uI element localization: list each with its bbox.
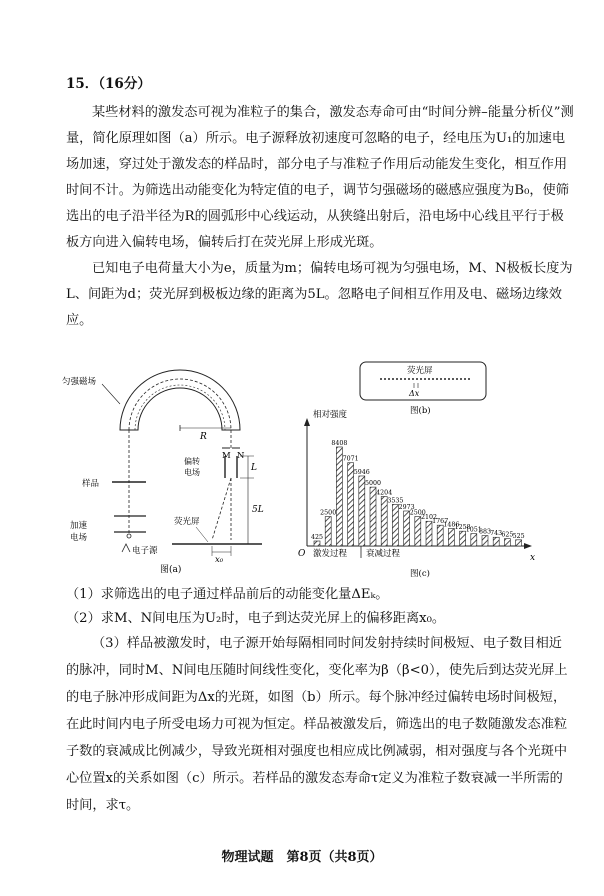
bar-value-label: 8408 bbox=[331, 439, 348, 447]
x0-label: x₀ bbox=[215, 555, 224, 565]
question-paragraph-2: 已知电子电荷量大小为e，质量为m；偏转电场可视为匀强电场，M、N极板长度为L、间距为d；荧光屏到极板边缘的距离为5L。忽略电子间相互作用及电、磁场边缘效应。 bbox=[66, 261, 573, 328]
screen-label-a: 荧光屏 bbox=[174, 517, 200, 527]
figure-b-caption: 图(b) bbox=[410, 406, 431, 416]
plate-m-label: M bbox=[222, 451, 231, 461]
bar-value-label: 5946 bbox=[353, 468, 370, 476]
y-axis-label: 相对强度 bbox=[313, 410, 348, 420]
bar-value-label: 2973 bbox=[398, 503, 415, 511]
bar-value-label: 2500 bbox=[320, 509, 337, 517]
bar-value-label: 625 bbox=[501, 531, 514, 539]
chart-bar bbox=[348, 463, 354, 546]
bar-value-label: 1051 bbox=[465, 526, 482, 534]
plate-length-label: L bbox=[251, 463, 257, 473]
chart-bar bbox=[493, 537, 499, 546]
plate-n-label: N bbox=[237, 451, 245, 461]
chart-bar bbox=[448, 528, 454, 546]
bar-value-label: 883 bbox=[478, 528, 492, 536]
electron-source-label: 电子源 bbox=[132, 546, 158, 556]
figures-svg bbox=[62, 360, 542, 582]
chart-bar bbox=[426, 521, 432, 546]
page-footer: 物理试题 第8页（共8页） bbox=[221, 850, 383, 865]
electron-source bbox=[127, 534, 131, 538]
figure-b bbox=[360, 362, 486, 416]
bar-value-label: 2500 bbox=[409, 509, 426, 517]
sub-question-2: （2）求M、N间电压为U₂时，电子到达荧光屏上的偏移距离x₀。 bbox=[66, 611, 446, 626]
bar-value-label: 743 bbox=[490, 530, 503, 538]
chart-bar bbox=[460, 531, 466, 546]
question-number: 15．（16分） bbox=[66, 76, 151, 92]
bar-value-label: 2102 bbox=[420, 514, 438, 522]
radius-label: R bbox=[200, 432, 207, 442]
chart-bar bbox=[392, 504, 398, 546]
bar-value-label: 3535 bbox=[387, 497, 404, 505]
bar-value-label: 425 bbox=[310, 533, 324, 541]
chart-bar bbox=[516, 540, 522, 546]
figure-a bbox=[62, 370, 264, 575]
bar-value-label: 4204 bbox=[376, 489, 393, 497]
deflection-field-label: 偏转 bbox=[184, 457, 200, 466]
svg-text:电场: 电场 bbox=[70, 533, 88, 543]
sub-question-1: （1）求筛选出的电子通过样品前后的动能变化量ΔEₖ。 bbox=[66, 587, 389, 602]
figure-a-caption: 图(a) bbox=[160, 565, 182, 575]
chart-bar bbox=[404, 511, 410, 546]
region-label-decay: 衰减过程 bbox=[366, 549, 401, 559]
x-axis-label: x bbox=[530, 553, 536, 563]
magnetic-field-label: 匀强磁场 bbox=[62, 377, 97, 387]
bar-value-label: 1258 bbox=[454, 524, 471, 532]
region-label-excitation: 激发过程 bbox=[313, 549, 348, 559]
chart-bar bbox=[381, 496, 387, 546]
bar-value-label: 5000 bbox=[364, 480, 382, 488]
magnet-region bbox=[120, 370, 240, 430]
chart-bar bbox=[482, 536, 488, 546]
sample-label: 样品 bbox=[82, 479, 100, 489]
question-paragraph-1: 某些材料的激发态可视为准粒子的集合，激发态寿命可由“时间分辨–能量分析仪”测量，简化原理如图（a）所示。电子源释放初速度可忽略的电子，经电压为U₁的加速电场加速，穿过处于激发态的样品时，部分电子与准粒子作用后动能发生变化，相互作用时间不计。为筛选出动能变化为特定值的电子，调节匀强磁场的磁感应强度为B₀，使筛选出的电子沿半径为R的圆弧形中心线运动，从狭缝出射后，沿电场中心线且平行于极板方向进入偏转电场，偏转后打在荧光屏上形成光斑。 bbox=[66, 105, 574, 250]
bar-value-label: 525 bbox=[512, 532, 525, 540]
bar-value-label: 7071 bbox=[342, 455, 359, 463]
screen-label-b: 荧光屏 bbox=[407, 366, 433, 376]
chart-bar bbox=[359, 476, 365, 546]
screen-distance-label: 5L bbox=[252, 505, 264, 515]
spot-spacing-label: Δx bbox=[409, 389, 420, 398]
bar-value-label: 1486 bbox=[443, 521, 460, 529]
chart-bar bbox=[370, 487, 376, 546]
chart-bar bbox=[325, 517, 331, 546]
chart-bar bbox=[336, 447, 342, 546]
chart-bar bbox=[504, 539, 510, 546]
bar-value-label: 1767 bbox=[432, 518, 449, 526]
figure-c-caption: 图(c) bbox=[410, 569, 430, 579]
chart-bar bbox=[471, 534, 477, 546]
origin-label: O bbox=[298, 549, 306, 559]
sub-question-3: （3）样品被激发时，电子源开始每隔相同时间发射持续时间极短、电子数目相近的脉冲，同时M、N间电压随时间线性变化，变化率为β（β<0），使先后到达荧光屏上的电子脉冲形成间距为Δx的光斑，如图（b）所示。每个脉冲经过偏转电场时间极短，在此时间内电子所受电场力可视为恒定。样品被激发后，筛选出的电子数随激发态准粒子数的衰减成比例减少，导致光斑相对强度也相应成比例减弱，相对强度与各个光斑中心位置x的关系如图（c）所示。若样品的激发态寿命τ定义为准粒子数衰减一半所需的时间，求τ。 bbox=[66, 636, 568, 813]
svg-text:电场: 电场 bbox=[184, 468, 200, 477]
figures-area bbox=[62, 360, 542, 586]
accel-field-label: 加速 bbox=[70, 521, 88, 531]
figure-c-chart bbox=[298, 409, 535, 579]
chart-bar bbox=[437, 525, 443, 546]
chart-bar bbox=[415, 517, 421, 546]
chart-bar bbox=[314, 541, 320, 546]
